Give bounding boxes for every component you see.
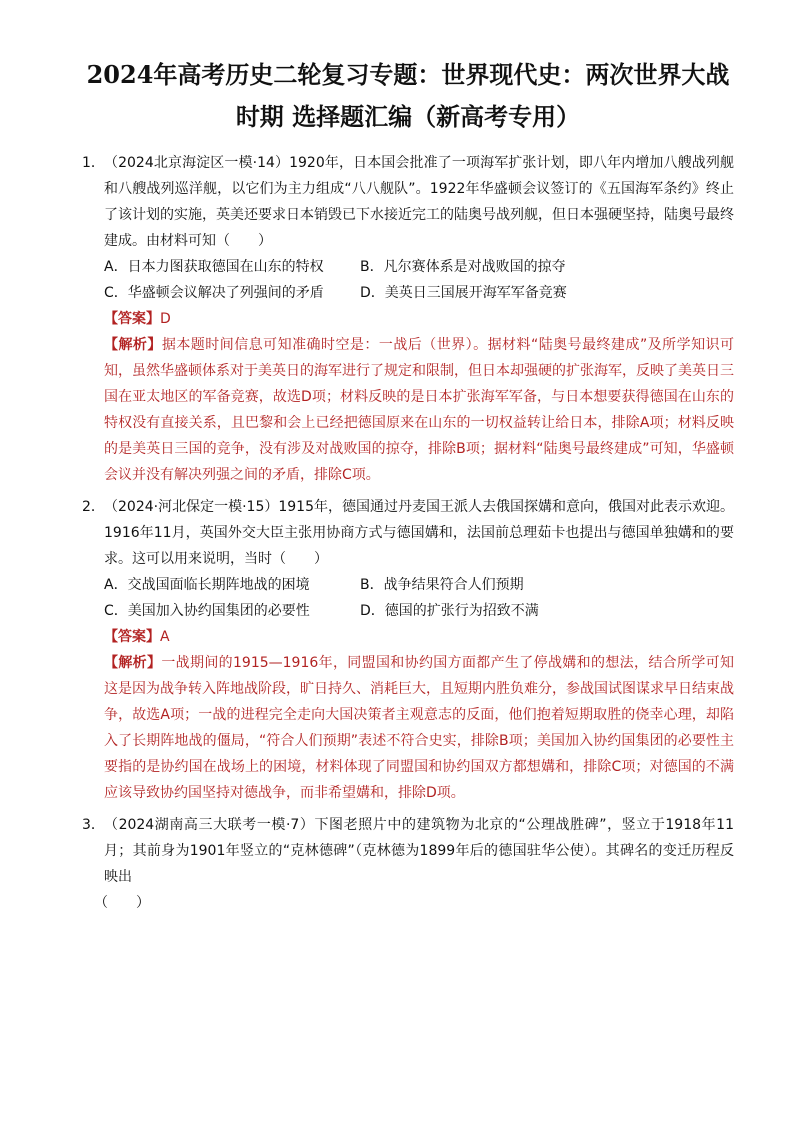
question-3 xyxy=(82,812,734,916)
question-text: （2024·河北保定一模·15）1915年，德国通过丹麦国王派人去俄国探媾和意向，俄国对此表示欢迎。1916年11月，英国外交大臣主张用协商方式与德国媾和，法国前总理茹卡也提出与德国单独媾和的要求。这可以用来说明，当时（ ） xyxy=(104,499,734,567)
answer-label: 【答案】 xyxy=(104,311,160,327)
option-b: B．战争结果符合人们预期 xyxy=(360,577,524,593)
answer-row xyxy=(82,306,734,332)
question-stem xyxy=(82,494,734,572)
answer-row xyxy=(82,624,734,650)
option-list xyxy=(82,254,734,306)
question-number: 3． xyxy=(82,817,105,833)
answer-value: D xyxy=(160,311,171,327)
option-c: C．华盛顿会议解决了列强间的矛盾 xyxy=(104,285,324,301)
question-1 xyxy=(82,150,734,488)
analysis-block xyxy=(82,332,734,488)
option-list xyxy=(82,572,734,624)
option-d: D．德国的扩张行为招致不满 xyxy=(360,603,539,619)
analysis-text: 据本题时间信息可知准确时空是：一战后（世界）。据材料“陆奥号最终建成”及所学知识可知，虽然华盛顿体系对于美英日的海军进行了规定和限制，但日本却强硬的扩张海军，反映了美英日三国在亚太地区的军备竞赛，故选D项；材料反映的是日本扩张海军军备，与日本想要获得德国在山东的特权没有直接关系，且巴黎和会上已经把德国原来在山东的一切权益转让给日本，排除A项；材料反映的是美英日三国的竞争，没有涉及对战败国的掠夺，排除B项；据材料“陆奥号最终建成”可知，华盛顿会议并没有解决列强之间的矛盾，排除C项。 xyxy=(104,337,735,483)
question-text: （2024湖南高三大联考一模·7）下图老照片中的建筑物为北京的“公理战胜碑”，竖立于1918年11月；其前身为1901年竖立的“克林德碑”（克林德为1899年后的德国驻华公使）。其碑名的变迁历程反映出 xyxy=(104,817,734,885)
question-stem xyxy=(82,812,734,890)
answer-label: 【答案】 xyxy=(104,629,160,645)
analysis-label: 【解析】 xyxy=(104,337,162,353)
option-a: A．日本力图获取德国在山东的特权 xyxy=(104,259,324,275)
question-number: 2． xyxy=(82,499,105,515)
analysis-block xyxy=(82,650,734,806)
option-c: C．美国加入协约国集团的必要性 xyxy=(104,603,310,619)
question-2 xyxy=(82,494,734,806)
question-text: （2024北京海淀区一模·14）1920年，日本国会批准了一项海军扩张计划，即八年内增加八艘战列舰和八艘战列巡洋舰，以它们为主力组成“八八舰队”。1922年华盛顿会议签订的《五国海军条约》终止了该计划的实施，英美还要求日本销毁已下水接近完工的陆奥号战列舰，但日本强硬坚持，陆奥号最终建成。由材料可知（ ） xyxy=(104,155,734,249)
question-number: 1． xyxy=(82,155,105,171)
answer-value: A xyxy=(160,629,170,645)
analysis-label: 【解析】 xyxy=(104,655,162,671)
analysis-text: 一战期间的1915—1916年，同盟国和协约国方面都产生了停战媾和的想法，结合所学可知这是因为战争转入阵地战阶段，旷日持久、消耗巨大，且短期内胜负难分，参战国试图谋求早日结束战争，故选A项；一战的进程完全走向大国决策者主观意志的反面，他们抱着短期取胜的侥幸心理，却陷入了长期阵地战的僵局，“符合人们预期”表述不符合史实，排除B项；美国加入协约国集团的必要性主要指的是协约国在战场上的困境，材料体现了同盟国和协约国双方都想媾和，排除C项；对德国的不满应该导致协约国坚持对德战争，而非希望媾和，排除D项。 xyxy=(104,655,734,801)
answer-blank: （ ） xyxy=(94,895,150,911)
option-a: A．交战国面临长期阵地战的困境 xyxy=(104,577,310,593)
document-title: 2024年高考历史二轮复习专题：世界现代史：两次世界大战时期 选择题汇编（新高考专用） xyxy=(86,60,730,131)
option-b: B．凡尔赛体系是对战败国的掠夺 xyxy=(360,259,566,275)
option-d: D．美英日三国展开海军军备竞赛 xyxy=(360,285,567,301)
question-stem xyxy=(82,150,734,254)
